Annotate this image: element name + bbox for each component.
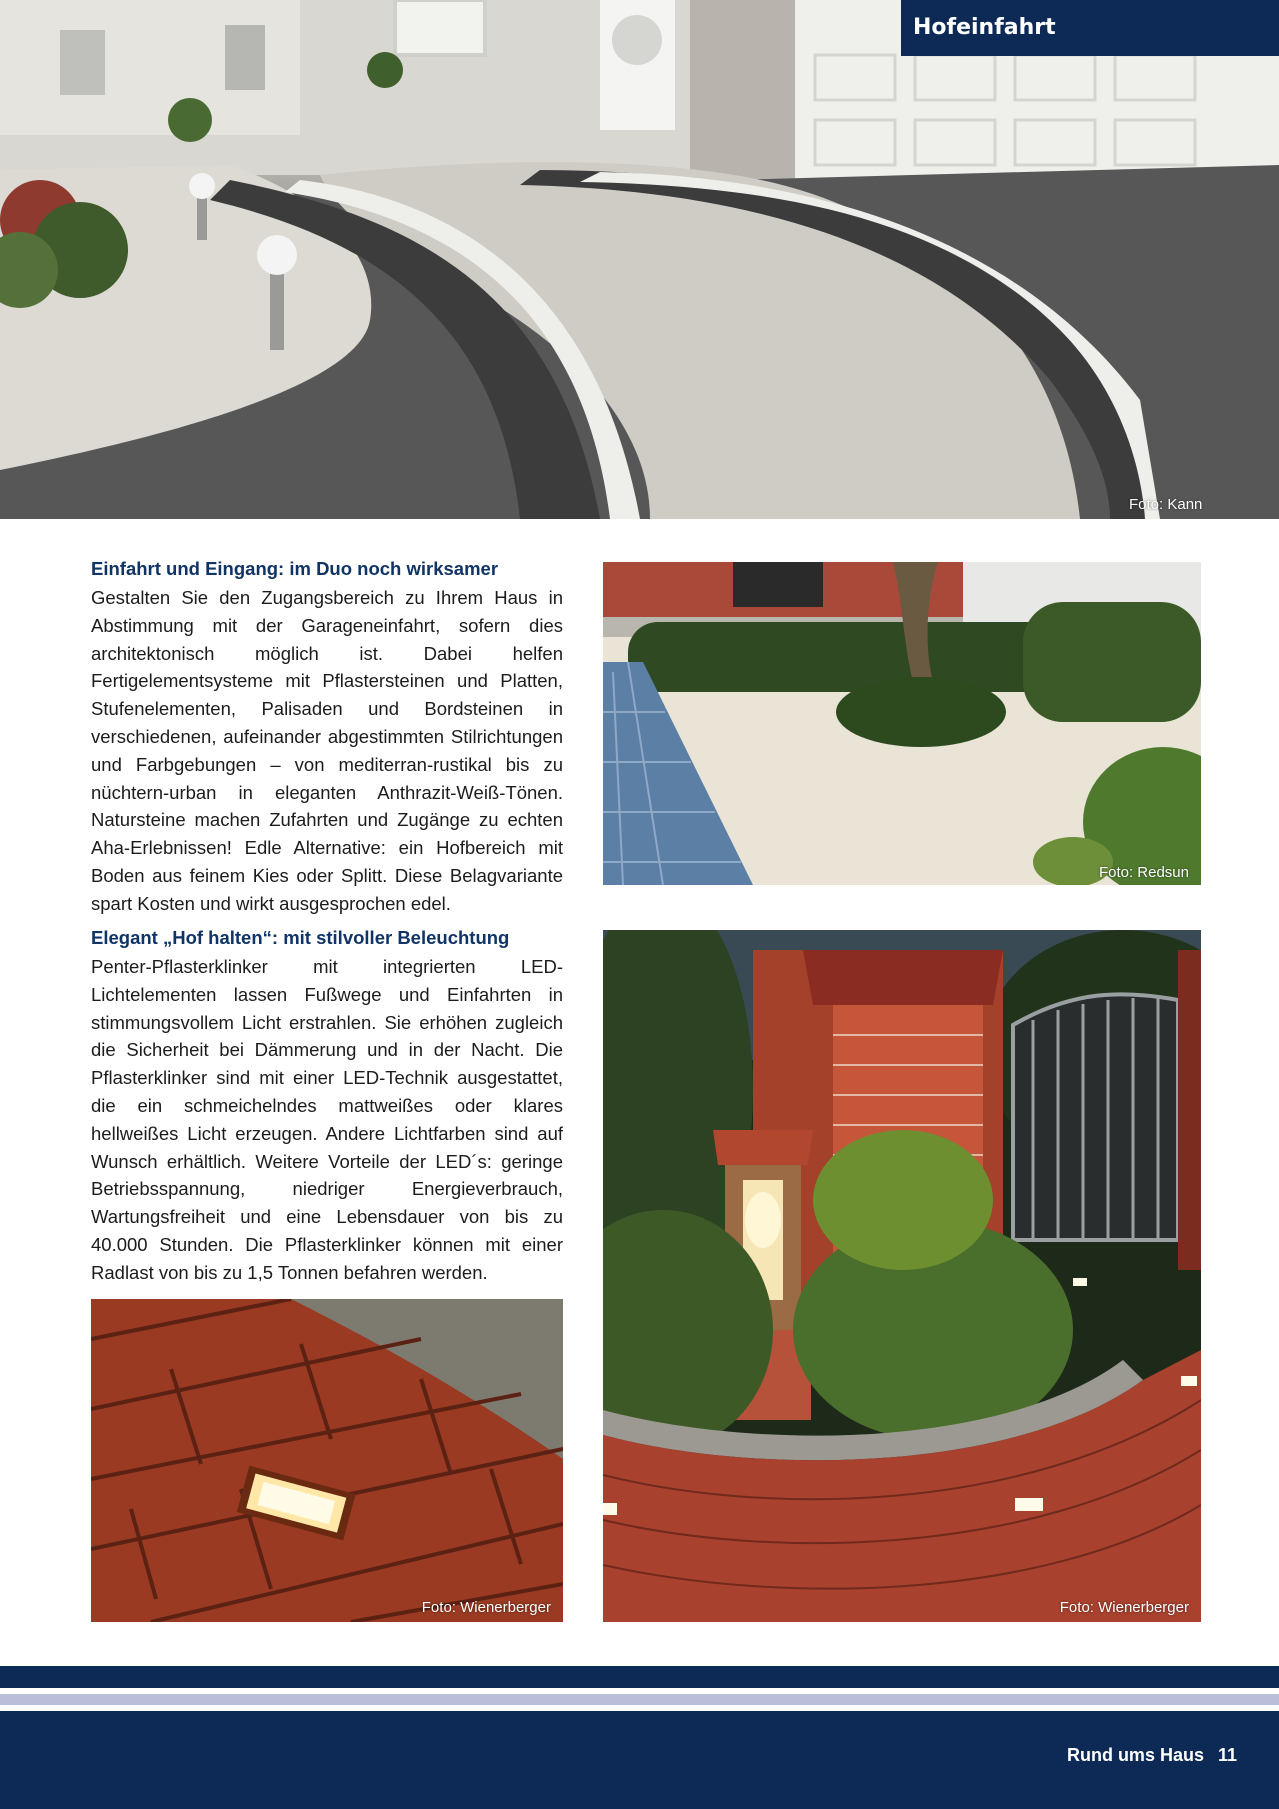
photo-credit: Foto: Wienerberger (1059, 1599, 1189, 1616)
article-body: Penter-Pflasterklinker mit integrierten LED-Lichtelementen lassen Fußwege und Einfahrten in stimmungsvollem Licht erstrahlen. Sie erhöhen zugleich die Sicherheit bei Dämmerung und in der Nacht. Die Pflasterklinker sind mit einer LED-Technik ausgestattet, die ein schmeichelndes mattweißes oder klares hellweißes Licht erzeugen. Andere Lichtfarben sind auf Wunsch erhältlich. Weitere Vorteile der LED´s: geringe Betriebsspannung, niedriger Energieverbrauch, Wartungsfreiheit und eine Lebensdauer von bis zu 40.000 Stunden. Die Pflasterklinker können mit einer Radlast von bis zu 1,5 Tonnen befahren werden. (91, 956, 563, 1283)
photo-credit: Foto: Redsun (1098, 864, 1189, 881)
gravel-courtyard-illustration (603, 562, 1201, 885)
article-body: Gestalten Sie den Zugangsbereich zu Ihrem Haus in Abstimmung mit der Garageneinfahrt, sofern dies architektonisch möglich ist. Dabei helfen Fertigelementsysteme mit Pflastersteinen und Platten, Stufenelementen, Palisaden und Bordsteinen in verschiedenen, aufeinander abgestimmten Stilrichtungen und Farbgebungen – von mediterran-rustikal bis zu nüchtern-urban in eleganten Anthrazit-Weiß-Tönen. Natursteine machen Zufahrten und Zugänge zu echten Aha-Erlebnissen! Edle Alternative: ein Hofbereich mit Boden aus feinem Kies oder Splitt. Diese Belagvariante spart Kosten und wirkt ausgesprochen edel. (91, 587, 563, 914)
footer-page-info (1067, 1745, 1237, 1766)
hero-photo-driveway (0, 0, 1279, 519)
article-heading: Einfahrt und Eingang: im Duo noch wirksamer (91, 558, 499, 579)
article-heading: Elegant „Hof halten“: mit stilvoller Beleuchtung (91, 927, 510, 948)
driveway-illustration (0, 0, 1279, 519)
article-lighting (91, 926, 563, 1287)
photo-credit: Foto: Wienerberger (421, 1599, 551, 1616)
photo-gravel-courtyard (603, 562, 1201, 885)
led-paver-illustration (91, 1299, 563, 1622)
footer-top-bar (0, 1666, 1279, 1688)
photo-garden-gate-night (603, 930, 1201, 1622)
page-number: 11 (1217, 1745, 1237, 1765)
hero-photo-credit: Foto: Kann (1129, 496, 1203, 513)
garden-gate-illustration (603, 930, 1201, 1622)
article-driveway-entrance (91, 557, 563, 918)
footer-stripe (0, 1694, 1279, 1705)
magazine-title: Rund ums Haus (1066, 1745, 1204, 1765)
photo-led-paver (91, 1299, 563, 1622)
section-title-tab: Hofeinfahrt (901, 0, 1279, 56)
